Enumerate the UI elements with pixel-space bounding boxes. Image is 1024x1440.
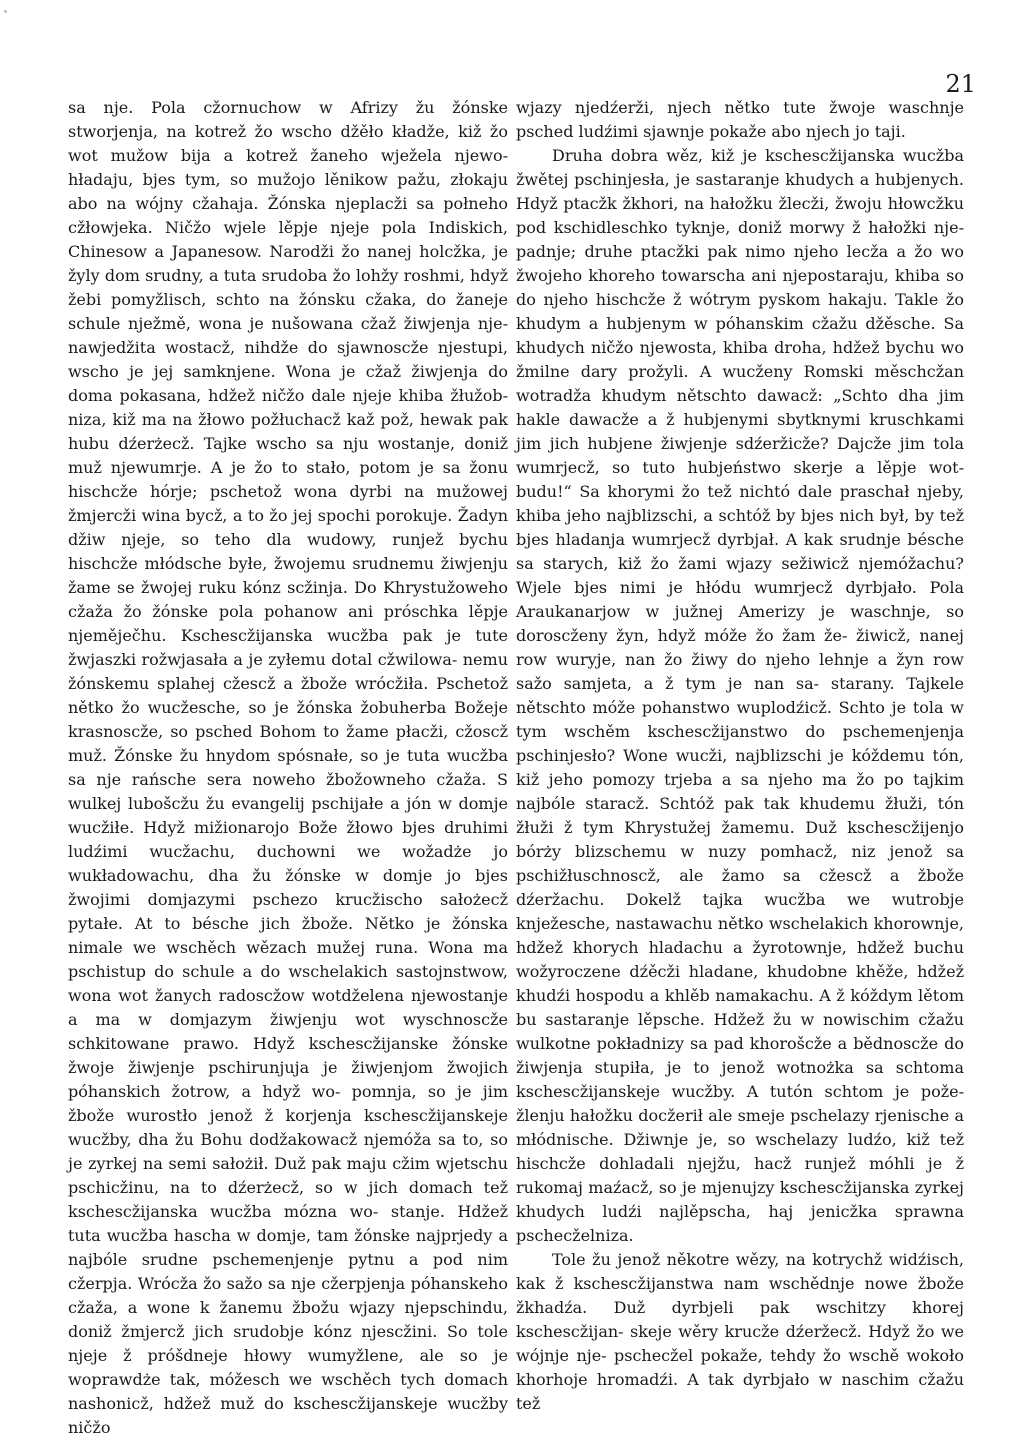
right-column [516,96,964,1416]
left-column [68,96,508,1440]
scan-speck [4,10,7,13]
paragraph: Tole žu jenož někotre wězy, na kotrychž widźisch, kak ž kschescžijanstwa nam wschědnje nowe žbože žkhadźa. Duž dyrbjeli pak wschitzy khorej kschescžijan- skeje wěry krucže dźeržecž. Hdyž žo we wójnje nje- pschecžel pokaže, tehdy žo wschě wokoło khorhoje hromadźi. A tak dyrbjało w naschim cžažu tež [516,1250,964,1413]
paragraph: sa nje. Pola cžornuchow w Afrizy žu žónske stworjenja, na kotrež žo wscho džěło kładže, kiž žo wot mužow bija a kotrež žaneho wježela njewo- hładaju, bjes tym, so mužojo lěnikow pažu, złokaju abo na wójny cžahaja. Žónska njeplacži sa połneho cžłowjeka. Ničžo wjele lěpje njeje pola Indiskich, Chinesow a Japanesow. Narodži žo nanej holcžka, je žyly dom srudny, a tuta srudoba žo lohžy roshmi, hdyž žebi pomyžlisch, schto na žónsku cžaka, do žaneje schule nježmě, wona je nušowana cžaž žiwjenja nje- nawjedžita wostacž, nihdže do sjawnoscže njestupi, wscho je jej samknjene. Wona je cžaž žiwjenja do doma pokasana, hdžež ničžo dale njeje khiba žłužob- niza, kiž ma na žłowo požłuchacž kaž pož, hewak pak hubu dźerżecž. Tajke wscho sa nju wostanje, doniž muž njewumrje. A je žo to stało, potom je sa žonu hischcže hórje; pschetož wona dyrbi na mužowej žmjercži wina bycž, a to žo jej spochi porokuje. Žadyn džiw njeje, so teho dla wudowy, runjež bychu hischcže młódsche byłe, žwojemu srudnemu žiwjenju žame se žwojej ruku kónz scžinja. Do Khrystužoweho cžaža žo žónske pola pohanow ani próschka lěpje njeměječhu. Kschescžijanska wucžba pak je tute žwjaszki rožwjasała a je zyłemu dotal cžwilowa- nemu žónskemu splahej cžescž a žbože wrócžiła. Pschetož nětko žo wucžesche, so je žónska žobuherba Božeje krasnoscže, so psched Bohom to žame płacži, cžoscž muž. Žónske žu hnydom spósnałe, so je tuta wucžba sa nje rańsche sera noweho žbožowneho cžaža. S wulkej lubošcžu žu evangelij pschijałe a jón w domje wucžiłe. Hdyž mižionarojo Bože žłowo bjes druhimi ludźimi wucžachu, duchowni we wožadże jo wukładowachu, dha žu žónske w domje jo bjes žwojimi domjazymi pschezo krucžischo sałożecž pytałe. At to bésche jich žbože. Nětko je žónska nimale we wschěch wězach mužej runa. Wona ma pschistup do schule a do wschelakich sastojnstwow, wona wot žanych radoscžow wotdželena njewostanje a ma w domjazym žiwjenju wot wyschnoscže schkitowane prawo. Hdyž kschescžijanske žónske žwoje žiwjenje pschirunjuja je žiwjenjom žwojich póhanskich žotrow, a hdyž wo- pomnja, so je jim žbože wurostło jenož ž korjenja kschescžijanskeje wucžby, dha žu Bohu dodžakowacž njemóža sa to, so je zyrkej na semi sałożił. Duž pak maju cžim wjetschu pschicžinu, na to dźerżecž, so w jich domach tež kschescžijanska wucžba mózna wo- stanje. Hdžež tuta wucžba hascha w domje, tam žónske najprjedy a najbóle srudne pschemenjenje pytnu a pod nim cžerpja. Wrócža žo sažo sa nje cžerpjenja póhanskeho cžaža, a wone k žanemu žbožu wjazy njepschindu, doniž žmjercž jich srudobje kónz njescžini. So tole njeje ž próšdneje hłowy wumyžlene, ale so je woprawdże tak, móžesch we wschěch tych domach nashonicž, hdžež muž do kschescžijanskeje wucžby ničžo [68,98,508,1437]
paragraph: wjazy njedźerži, njech nětko tute žwoje waschnje psched ludźimi sjawnje pokaže abo njech jo taji. [516,98,964,141]
page-number: 21 [945,70,976,98]
paragraph: Druha dobra wěz, kiž je kschescžijanska wucžba žwětej pschinjesła, je sastaranje khudych a hubjenych. Hdyž ptacžk žkhori, na hałožku žlecži, žwoju hłowcžku pod kschidleschko tyknje, doniž morwy ž hałožki nje- padnje; druhe ptacžki pak nimo njeho lecža a žo wo žwojeho khoreho towarscha ani njepostaraju, khiba so do njeho hischcže ž wótrym pyskom hakaju. Takle žo khudym a hubjenym w póhanskim cžažu džěsche. Sa khudych ničžo njewosta, khiba droha, hdžež bychu wo žmilne dary prožyli. A wucženy Romski měschcžan wotradža khudym nětschto dawacž: „Schto dha jim hakle dawacže a ž hubjenymi sbytknymi kruschkami jim jich hubjene žiwjenje sdźeržicže? Dajcže jim tola wumrjecž, so tuto hubjeństwo skerje a lěpje wot- budu!“ Sa khorymi žo tež nichtó dale praschał njeby, khiba jeho najblizschi, a schtóž by bjes nich był, by tež bjes hladanja wumrjecž dyrbjał. A kak srudnje bésche sa starych, kiž žo žami wjazy sežiwicž njemóžachu? Wjele bjes nimi je hłódu wumrjecž dyrbjało. Pola Araukanarjow w južnej Amerizy je waschnje, so doroscženy žyn, hdyž móže žo žam že- žiwicž, nanej row wuryje, nan žo žiwy do njeho lehnje a žyn row sažo samjeta, a ž tym je nan sa- starany. Tajkele nětschto móže pohanstwo wuplodźicž. Schto je tola w tym wschěm kschescžijanstwo do pschemenjenja pschinjesło? Wone wucži, najblizschi je kóždemu tón, kiž jeho pomozy trjeba a sa njeho ma žo po tajkim najbóle staracž. Schtóž pak tak khudemu žłuži, tón žłuži ž tym Khrystužej žamemu. Duž kschescžijenjo bórży blizschemu w nuzy pomhacž, niz jenož sa pschižłuschnoscž, ale žamo sa cžescž a žbože dźeržachu. Dokelž tajka wucžba we wutrobje knježesche, nastawachu nětko wschelakich khorownje, hdžež khorych hladachu a žyrotownje, hdžež buchu wožyroczene dźěcži hladane, khudobne khěže, hdžež khudźi hospodu a khlěb namakachu. A ž kóždym lětom bu sastaranje lěpsche. Hdžež žu w nowischim cžažu wulkotne pokładnizy sa pad khorošcže a bědnoscže do žiwjenja stupiła, je to jenož wotnożka sa schtoma kschescžijanskeje wucžby. A tutón schtom je pože- žlenju hałožku docžerił ale smeje pschelazy rjenische a młódnische. Džiwnje je, so wschelazy ludźo, kiž tež hischcže dohladali njejžu, hacž runjež móhli je ž rukomaj maźacž, so je mjenujzy kschescžijanska zyrkej khudych ludźi najlěpscha, haj jenicžka sprawna pschecželniza. [516,146,964,1245]
